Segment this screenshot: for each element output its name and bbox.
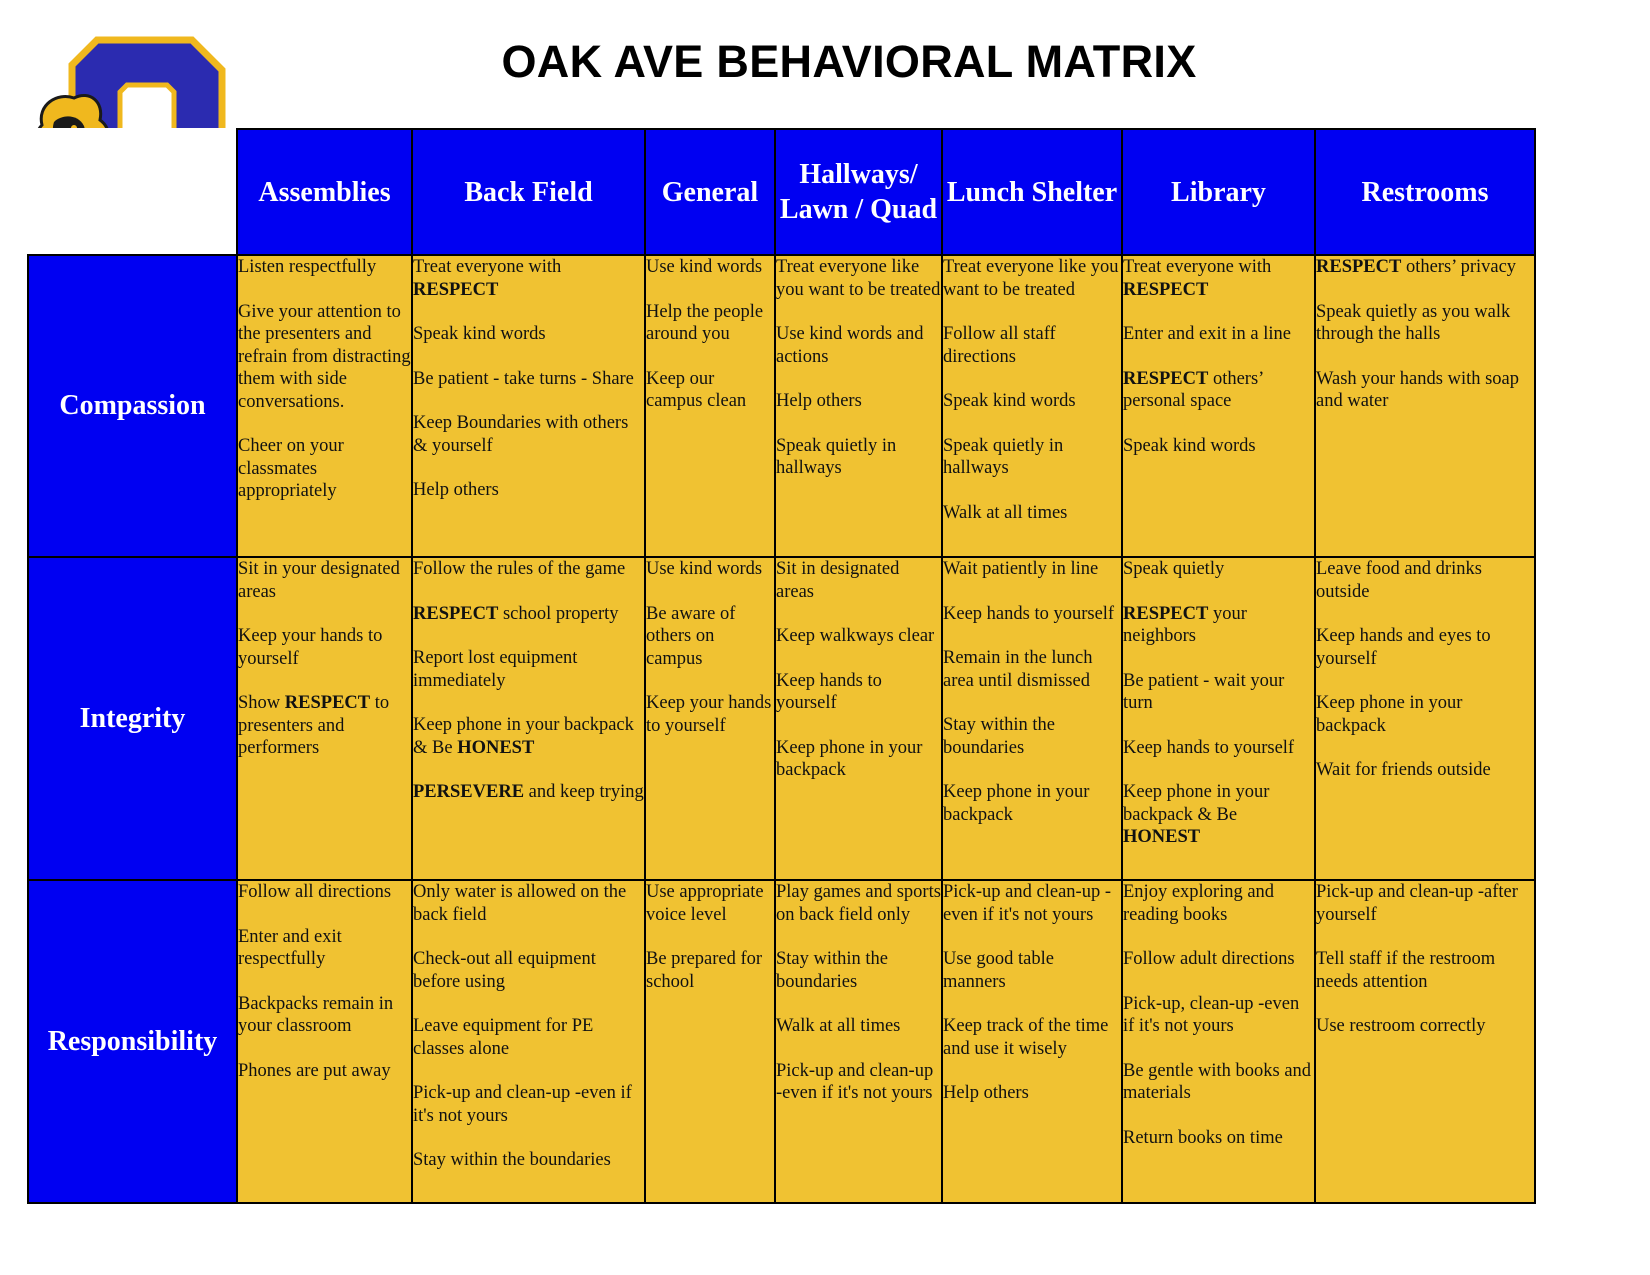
behavior-item: Pick-up and clean-up -even if it's not yours — [776, 1060, 934, 1103]
behavior-item: Follow the rules of the game — [413, 559, 626, 579]
behavior-item: Keep your hands to yourself — [238, 626, 383, 669]
behavior-item: Use kind words — [646, 559, 763, 579]
matrix-cell — [1315, 880, 1535, 1203]
behavior-item: Walk at all times — [776, 1016, 901, 1036]
behavior-item: Keep hands to yourself — [776, 670, 882, 713]
matrix-cell — [412, 880, 645, 1203]
behavior-item: Follow all directions — [238, 882, 392, 902]
behavior-item: Use kind words and actions — [776, 324, 924, 367]
matrix-cell — [237, 880, 412, 1203]
behavior-item: Enter and exit respectfully — [238, 926, 342, 969]
matrix-cell — [412, 557, 645, 880]
matrix-cell — [1315, 557, 1535, 880]
behavior-item: RESPECT school property — [413, 603, 619, 624]
behavior-item: Keep hands to yourself — [943, 603, 1115, 624]
behavior-item: Be prepared for school — [646, 949, 763, 992]
corner-cell — [28, 129, 237, 255]
matrix-cell — [645, 255, 775, 557]
behavior-item: Help others — [776, 391, 862, 411]
behavior-item: Use appropriate voice level — [646, 882, 764, 925]
matrix-cell — [1122, 880, 1315, 1203]
behavior-item: Keep hands to yourself — [1123, 737, 1295, 758]
behavior-item: Be patient - wait your turn — [1123, 670, 1285, 713]
behavior-item: Only water is allowed on the back field — [413, 882, 627, 925]
behavior-item: Walk at all times — [943, 502, 1068, 523]
behavior-item: Check-out all equipment before using — [413, 949, 596, 992]
behavior-item: Be patient - take turns - Share — [413, 368, 634, 389]
behavior-item: Help others — [943, 1083, 1029, 1103]
behavior-item: Phones are put away — [238, 1060, 391, 1081]
behavior-item: Follow adult directions — [1123, 949, 1295, 969]
behavior-item: Stay within the boundaries — [413, 1150, 611, 1170]
behavior-item: Wash your hands with soap and water — [1316, 368, 1520, 411]
behavior-item: Leave equipment for PE classes alone — [413, 1016, 594, 1059]
behavior-item: Play games and sports on back field only — [776, 882, 941, 925]
matrix-cell — [775, 255, 942, 557]
behavior-item: Keep your hands to yourself — [646, 693, 772, 736]
behavior-item: Speak quietly — [1123, 559, 1225, 579]
behavior-item: Pick-up and clean-up -after yourself — [1316, 882, 1518, 925]
behavior-item: Use kind words — [646, 257, 763, 277]
row-header-compassion: Compassion — [28, 255, 237, 557]
behavior-item: Stay within the boundaries — [776, 949, 889, 992]
behavior-item: Show RESPECT to presenters and performers — [238, 693, 390, 758]
behavior-item: Use good table manners — [943, 949, 1054, 992]
behavior-item: Keep phone in your backpack — [776, 737, 923, 780]
matrix-cell — [942, 557, 1122, 880]
row-integrity — [28, 557, 1535, 880]
behavior-item: Give your attention to the presenters and refrain from distracting them with side conversations. — [238, 301, 411, 412]
column-header-hallways: Hallways/ Lawn / Quad — [775, 129, 942, 255]
behavior-item: Pick-up, clean-up -even if it's not yours — [1123, 993, 1300, 1036]
behavior-item: Keep phone in your backpack & Be HONEST — [1123, 782, 1270, 847]
behavior-item: Keep phone in your backpack & Be HONEST — [413, 715, 634, 758]
matrix-cell — [775, 557, 942, 880]
behavior-item: Follow all staff directions — [943, 324, 1056, 367]
column-header-back-field: Back Field — [412, 129, 645, 255]
behavior-item: RESPECT others’ privacy — [1316, 257, 1517, 277]
behavior-item: Return books on time — [1123, 1127, 1283, 1148]
matrix-cell — [237, 557, 412, 880]
behavior-item: Pick-up and clean-up -even if it's not yours — [413, 1083, 632, 1126]
behavior-item: Sit in designated areas — [776, 559, 900, 602]
behavior-item: Backpacks remain in your classroom — [238, 993, 394, 1036]
behavior-item: Stay within the boundaries — [943, 715, 1056, 758]
behavior-item: Keep walkways clear — [776, 626, 935, 646]
behavior-item: Speak kind words — [943, 391, 1076, 411]
matrix-cell — [942, 255, 1122, 557]
behavior-item: RESPECT your neighbors — [1123, 603, 1247, 646]
behavior-item: Help the people around you — [646, 301, 764, 344]
column-header-assemblies: Assemblies — [237, 129, 412, 255]
behavior-item: Remain in the lunch area until dismissed — [943, 648, 1093, 691]
behavior-item: Treat everyone like you want to be treated — [776, 257, 941, 300]
behavior-item: Speak quietly in hallways — [776, 435, 897, 478]
behavior-item: Leave food and drinks outside — [1316, 559, 1482, 602]
behavior-item: Wait for friends outside — [1316, 760, 1491, 780]
behavior-item: Keep phone in your backpack — [943, 782, 1090, 825]
behavior-item: Keep phone in your backpack — [1316, 693, 1463, 736]
matrix-cell — [942, 880, 1122, 1203]
behavior-item: Tell staff if the restroom needs attention — [1316, 949, 1496, 992]
behavior-item: Keep track of the time and use it wisely — [943, 1016, 1109, 1059]
row-responsibility — [28, 880, 1535, 1203]
row-header-integrity: Integrity — [28, 557, 237, 880]
column-header-general: General — [645, 129, 775, 255]
column-header-library: Library — [1122, 129, 1315, 255]
behavior-item: Keep Boundaries with others & yourself — [413, 413, 629, 456]
matrix-cell — [1315, 255, 1535, 557]
matrix-cell — [1122, 557, 1315, 880]
behavior-item: Treat everyone like you want to be treated — [943, 257, 1119, 300]
behavior-item: Treat everyone with RESPECT — [413, 257, 562, 300]
row-compassion — [28, 255, 1535, 557]
matrix-cell — [645, 557, 775, 880]
behavior-item: Speak quietly in hallways — [943, 435, 1064, 478]
behavior-item: Keep hands and eyes to yourself — [1316, 626, 1491, 669]
matrix-cell — [237, 255, 412, 557]
row-header-responsibility: Responsibility — [28, 880, 237, 1203]
behavior-item: RESPECT others’ personal space — [1123, 368, 1263, 411]
behavior-item: Be gentle with books and materials — [1123, 1060, 1312, 1103]
behavior-item: Report lost equipment immediately — [413, 648, 578, 691]
behavior-item: Speak kind words — [413, 324, 546, 344]
behavior-item: Enjoy exploring and reading books — [1123, 882, 1275, 925]
behavior-item: Sit in your designated areas — [238, 559, 400, 602]
behavior-item: Enter and exit in a line — [1123, 324, 1291, 344]
matrix-cell — [1122, 255, 1315, 557]
behavior-item: Listen respectfully — [238, 257, 377, 277]
behavior-item: Speak kind words — [1123, 435, 1256, 456]
behavior-item: Be aware of others on campus — [646, 603, 736, 669]
behavior-item: Use restroom correctly — [1316, 1016, 1486, 1036]
page-title: OAK AVE BEHAVIORAL MATRIX — [501, 36, 1197, 87]
column-header-lunch-shelter: Lunch Shelter — [942, 129, 1122, 255]
behavior-item: Wait patiently in line — [943, 559, 1099, 579]
column-header-row — [28, 129, 1535, 255]
matrix-cell — [645, 880, 775, 1203]
behavior-item: Pick-up and clean-up -even if it's not yours — [943, 882, 1111, 925]
behavior-item: Cheer on your classmates appropriately — [238, 436, 344, 501]
behavior-item: Speak quietly as you walk through the halls — [1316, 301, 1511, 344]
behavior-item: Help others — [413, 480, 499, 500]
column-header-restrooms: Restrooms — [1315, 129, 1535, 255]
behavior-item: Keep our campus clean — [646, 368, 747, 411]
matrix-cell — [775, 880, 942, 1203]
behavior-item: Treat everyone with RESPECT — [1123, 257, 1272, 300]
behavior-item: PERSEVERE and keep trying — [413, 782, 644, 802]
behavior-matrix-table — [27, 128, 1536, 1204]
matrix-cell — [412, 255, 645, 557]
